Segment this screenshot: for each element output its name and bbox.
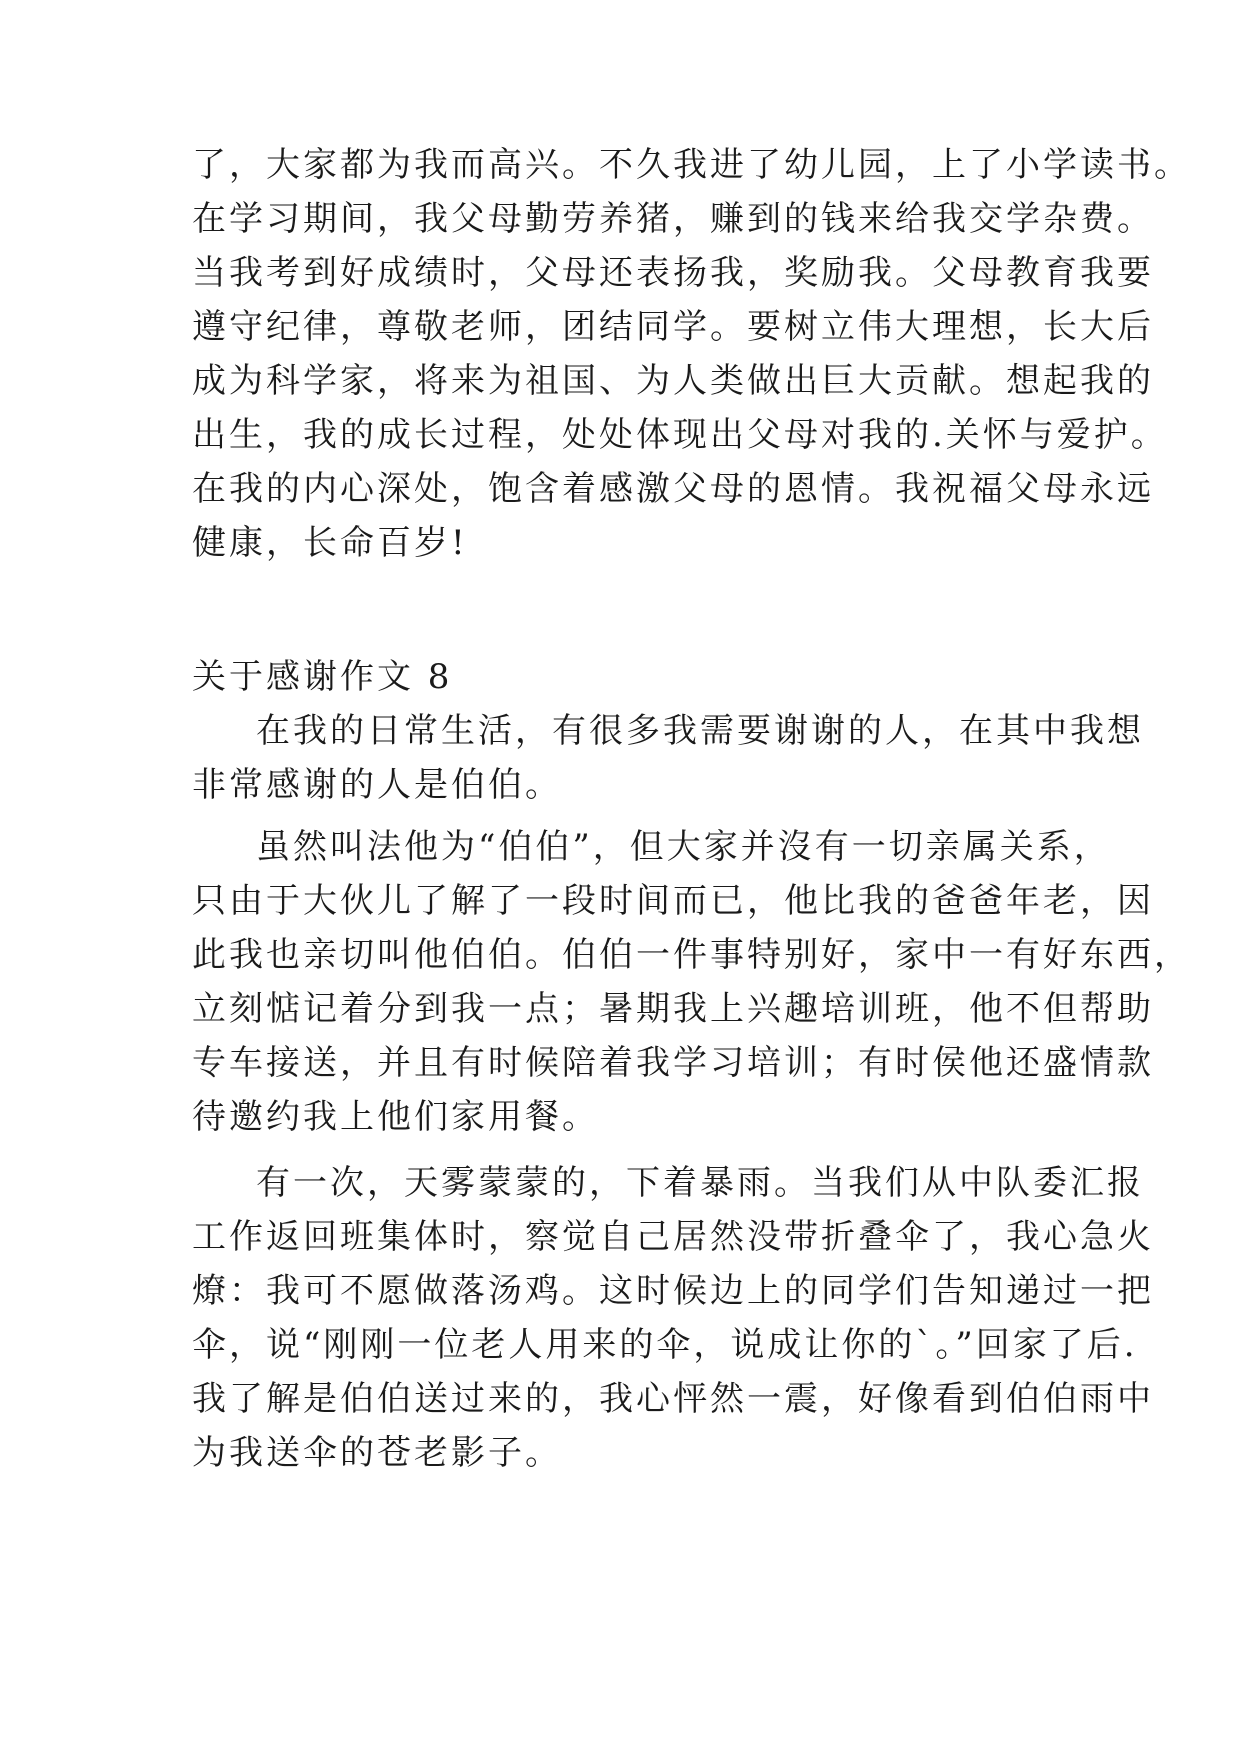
text-line: 立刻惦记着分到我一点；暑期我上兴趣培训班，他不但帮助 [192, 989, 1154, 1029]
text-line: 健康，长命百岁! [192, 523, 468, 563]
text-line: 在学习期间，我父母勤劳养猪，赚到的钱来给我交学杂费。 [192, 199, 1154, 239]
text-line: 为我送伞的苍老影子。 [192, 1433, 562, 1473]
text-line: 专车接送，并且有时候陪着我学习培训；有时侯他还盛情款 [192, 1043, 1154, 1083]
text-line: 非常感谢的人是伯伯。 [192, 765, 562, 805]
text-line: 我了解是伯伯送过来的，我心怦然一震，好像看到伯伯雨中 [192, 1379, 1154, 1419]
text-line: 成为科学家，将来为祖国、为人类做出巨大贡献。想起我的 [192, 361, 1154, 401]
text-line: 工作返回班集体时，察觉自己居然没带折叠伞了，我心急火 [192, 1217, 1154, 1257]
text-line: 燎：我可不愿做落汤鸡。这时候边上的同学们告知递过一把 [192, 1271, 1154, 1311]
text-line: 当我考到好成绩时，父母还表扬我，奖励我。父母教育我要 [192, 253, 1154, 293]
text-line: 待邀约我上他们家用餐。 [192, 1097, 599, 1137]
text-line: 虽然叫法他为“伯伯”，但大家并沒有一切亲属关系， [256, 827, 1111, 867]
text-line: 了，大家都为我而高兴。不久我进了幼儿园，上了小学读书。 [192, 145, 1191, 185]
text-line: 在我的内心深处，饱含着感激父母的恩情。我祝福父母永远 [192, 469, 1154, 509]
text-line: 有一次，天雾蒙蒙的，下着暴雨。当我们从中队委汇报 [256, 1163, 1144, 1203]
text-line: 在我的日常生活，有很多我需要谢谢的人，在其中我想 [256, 711, 1144, 751]
section-title: 关于感谢作文 8 [192, 657, 453, 697]
text-line: 只由于大伙儿了解了一段时间而已，他比我的爸爸年老，因 [192, 881, 1154, 921]
text-line: 出生，我的成长过程，处处体现出父母对我的.关怀与爱护。 [192, 415, 1168, 455]
text-line: 遵守纪律，尊敬老师，团结同学。要树立伟大理想，长大后 [192, 307, 1154, 347]
text-line: 此我也亲切叫他伯伯。伯伯一件事特别好，家中一有好东西， [192, 935, 1191, 975]
text-line: 伞，说“刚刚一位老人用来的伞，说成让你的`。”回家了后. [192, 1325, 1138, 1365]
